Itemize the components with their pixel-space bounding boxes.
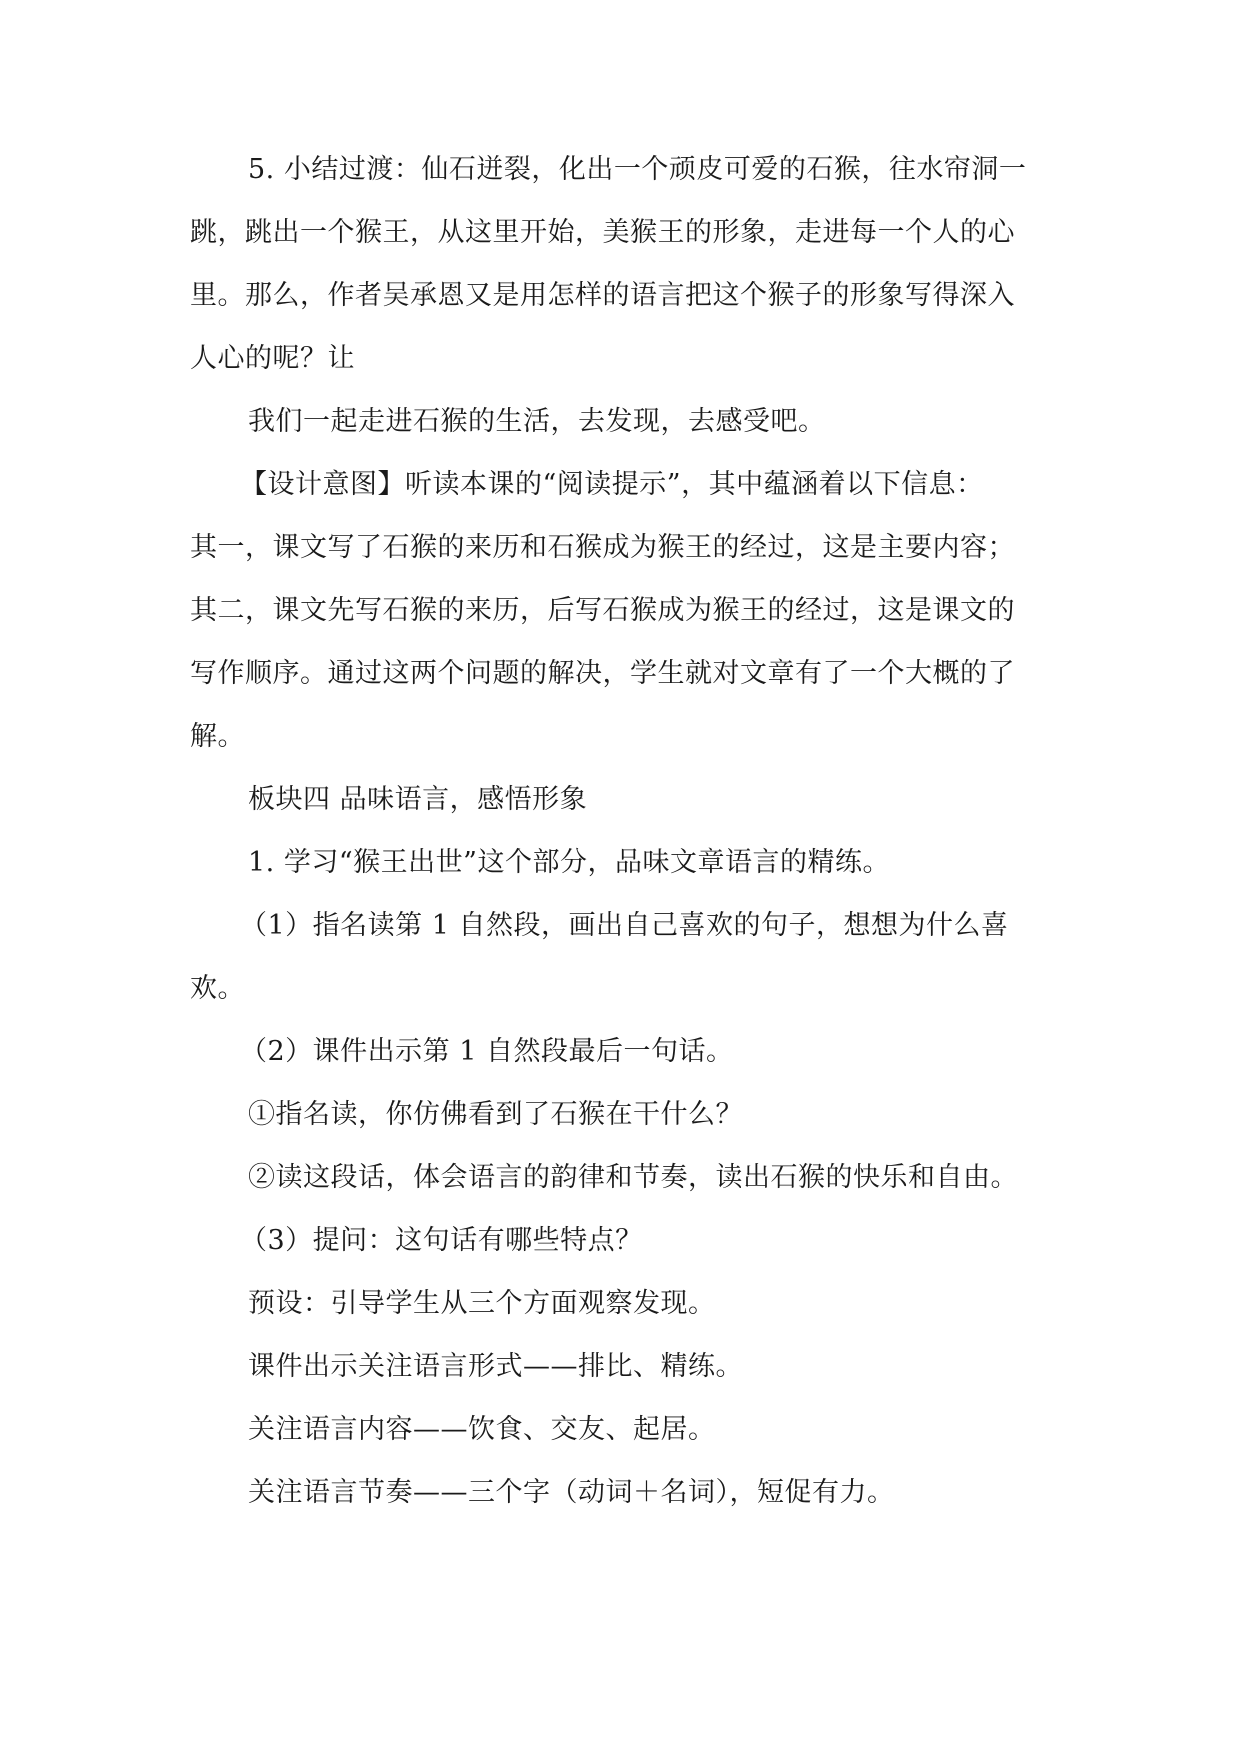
focus-form-line: 课件出示关注语言形式——排比、精练。: [248, 1351, 743, 1382]
step-1-1-line-1: （1）指名读第 1 自然段，画出自己喜欢的句子，想想为什么喜: [240, 910, 1009, 941]
preset-line: 预设：引导学生从三个方面观察发现。: [248, 1288, 716, 1319]
design-intent-line-2: 其一，课文写了石猴的来历和石猴成为猴王的经过，这是主要内容；: [190, 532, 1015, 563]
focus-rhythm-line: 关注语言节奏——三个字（动词＋名词），短促有力。: [248, 1477, 895, 1508]
paragraph-summary-line-4: 人心的呢？让: [190, 343, 355, 374]
step-1-2-a: ①指名读，你仿佛看到了石猴在干什么？: [248, 1099, 743, 1130]
paragraph-continuation: 我们一起走进石猴的生活，去发现，去感受吧。: [248, 406, 826, 437]
design-intent-line-1: 【设计意图】听读本课的“阅读提示”，其中蕴涵着以下信息：: [240, 469, 984, 500]
design-intent-line-4: 写作顺序。通过这两个问题的解决，学生就对文章有了一个大概的了: [190, 658, 1015, 689]
paragraph-summary-line-1: 5. 小结过渡：仙石迸裂，化出一个顽皮可爱的石猴，往水帘洞一: [248, 154, 1027, 185]
step-1-heading: 1. 学习“猴王出世”这个部分，品味文章语言的精练。: [248, 847, 890, 878]
paragraph-summary-line-2: 跳，跳出一个猴王，从这里开始，美猴王的形象，走进每一个人的心: [190, 217, 1015, 248]
step-1-2: （2）课件出示第 1 自然段最后一句话。: [240, 1036, 734, 1067]
focus-content-line: 关注语言内容——饮食、交友、起居。: [248, 1414, 716, 1445]
paragraph-summary-line-3: 里。那么，作者吴承恩又是用怎样的语言把这个猴子的形象写得深入: [190, 280, 1015, 311]
design-intent-line-3: 其二，课文先写石猴的来历，后写石猴成为猴王的经过，这是课文的: [190, 595, 1015, 626]
step-1-1-line-2: 欢。: [190, 973, 245, 1004]
step-1-2-b: ②读这段话，体会语言的韵律和节奏，读出石猴的快乐和自由。: [248, 1162, 1018, 1193]
step-1-3: （3）提问：这句话有哪些特点？: [240, 1225, 643, 1256]
design-intent-line-5: 解。: [190, 721, 245, 752]
section-heading: 板块四 品味语言，感悟形象: [248, 784, 588, 815]
